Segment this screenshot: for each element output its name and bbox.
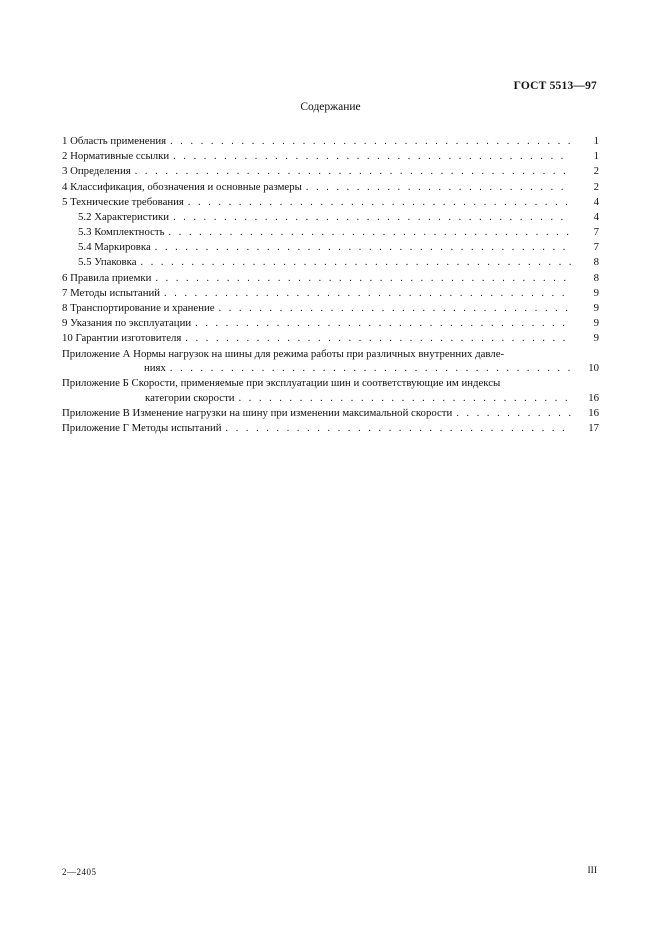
toc-entry-page: 16: [588, 391, 599, 404]
toc-entry-title: 3 Определения: [62, 165, 131, 178]
toc-entry-title: 4 Классификация, обозначения и основные размеры: [62, 180, 302, 193]
toc-entry-page: 9: [593, 332, 599, 345]
toc-entry[interactable]: [62, 301, 599, 316]
toc-entry-title-cont: ниях: [144, 362, 166, 375]
toc-entry-title: 6 Правила приемки: [62, 271, 152, 284]
toc-entry-title: 5.3 Комплектность: [78, 226, 165, 239]
toc-subentry[interactable]: [62, 240, 599, 255]
toc-entry-page: 9: [593, 302, 599, 315]
toc-entry-title-cont: категории скорости: [145, 391, 235, 404]
leader-dots: [226, 421, 571, 436]
toc-entry[interactable]: [62, 180, 599, 195]
toc-entry-title: 5.4 Маркировка: [78, 241, 151, 254]
leader-dots: [135, 164, 571, 179]
print-code: 2—2405: [62, 867, 97, 877]
toc-entry[interactable]: [62, 271, 599, 286]
leader-dots: [173, 210, 571, 225]
toc-entry-page: 8: [593, 271, 599, 284]
leader-dots: [185, 331, 571, 346]
toc-entry-title: 5.2 Характеристики: [78, 210, 170, 223]
leader-dots: [188, 195, 571, 210]
document-code: ГОСТ 5513—97: [513, 80, 597, 92]
toc-subentry[interactable]: [62, 256, 599, 271]
toc-entry-page: 7: [593, 241, 599, 254]
toc-entry[interactable]: [62, 331, 599, 346]
toc-appendix-b[interactable]: [62, 376, 599, 406]
toc-entry-page: 9: [593, 286, 599, 299]
leader-dots: [456, 406, 571, 421]
toc-entry-title: 5 Технические требования: [62, 195, 184, 208]
toc-entry-title: 1 Область применения: [62, 134, 167, 147]
toc-entry-page: 10: [588, 362, 599, 375]
toc-title: Содержание: [300, 101, 361, 113]
toc-entry-page: 1: [593, 134, 599, 147]
toc-entry-page: 4: [593, 210, 599, 223]
toc-entry-title: Приложение В Изменение нагрузки на шину при изменении максимальной скорости: [62, 407, 453, 420]
toc-subentry[interactable]: [62, 210, 599, 225]
toc-entry-page: 9: [593, 317, 599, 330]
toc-entry-title: Приложение Г Методы испытаний: [62, 422, 222, 435]
leader-dots: [173, 149, 571, 164]
leader-dots: [155, 240, 571, 255]
toc-entry-title: 9 Указания по эксплуатации: [62, 317, 192, 330]
toc-entry[interactable]: [62, 316, 599, 331]
table-of-contents: [62, 134, 599, 437]
toc-entry-page: 8: [593, 256, 599, 269]
toc-entry-page: 16: [588, 407, 599, 420]
toc-entry[interactable]: [62, 164, 599, 179]
toc-entry-title: 5.5 Упаковка: [78, 256, 137, 269]
toc-entry-page: 17: [588, 422, 599, 435]
toc-entry[interactable]: [62, 195, 599, 210]
leader-dots: [306, 180, 571, 195]
leader-dots: [141, 255, 571, 270]
toc-entry[interactable]: [62, 134, 599, 149]
toc-entry[interactable]: [62, 149, 599, 164]
toc-entry-page: 2: [593, 180, 599, 193]
toc-entry-page: 2: [593, 165, 599, 178]
leader-dots: [164, 286, 571, 301]
toc-entry-title: Приложение Б Скорости, применяемые при эксплуатации шин и соответствующие им индексы: [62, 377, 501, 390]
leader-dots: [170, 361, 571, 376]
toc-entry-title: 8 Транспортирование и хранение: [62, 302, 215, 315]
toc-entry-page: 1: [593, 150, 599, 163]
leader-dots: [169, 225, 571, 240]
page-number: III: [587, 866, 597, 876]
toc-entry-title: 2 Нормативные ссылки: [62, 150, 170, 163]
toc-appendix-a[interactable]: [62, 347, 599, 377]
toc-subentry[interactable]: [62, 225, 599, 240]
toc-entry-page: 7: [593, 226, 599, 239]
leader-dots: [195, 316, 571, 331]
toc-appendix-v[interactable]: [62, 406, 599, 421]
leader-dots: [239, 391, 571, 406]
leader-dots: [155, 271, 571, 286]
toc-entry-page: 4: [593, 195, 599, 208]
toc-entry[interactable]: [62, 286, 599, 301]
leader-dots: [219, 301, 571, 316]
toc-entry-title: 7 Методы испытаний: [62, 286, 161, 299]
toc-appendix-g[interactable]: [62, 421, 599, 436]
leader-dots: [170, 134, 571, 149]
toc-entry-title: 10 Гарантии изготовителя: [62, 332, 182, 345]
toc-entry-title: Приложение А Нормы нагрузок на шины для режима работы при различных внутренних давле-: [62, 347, 505, 360]
